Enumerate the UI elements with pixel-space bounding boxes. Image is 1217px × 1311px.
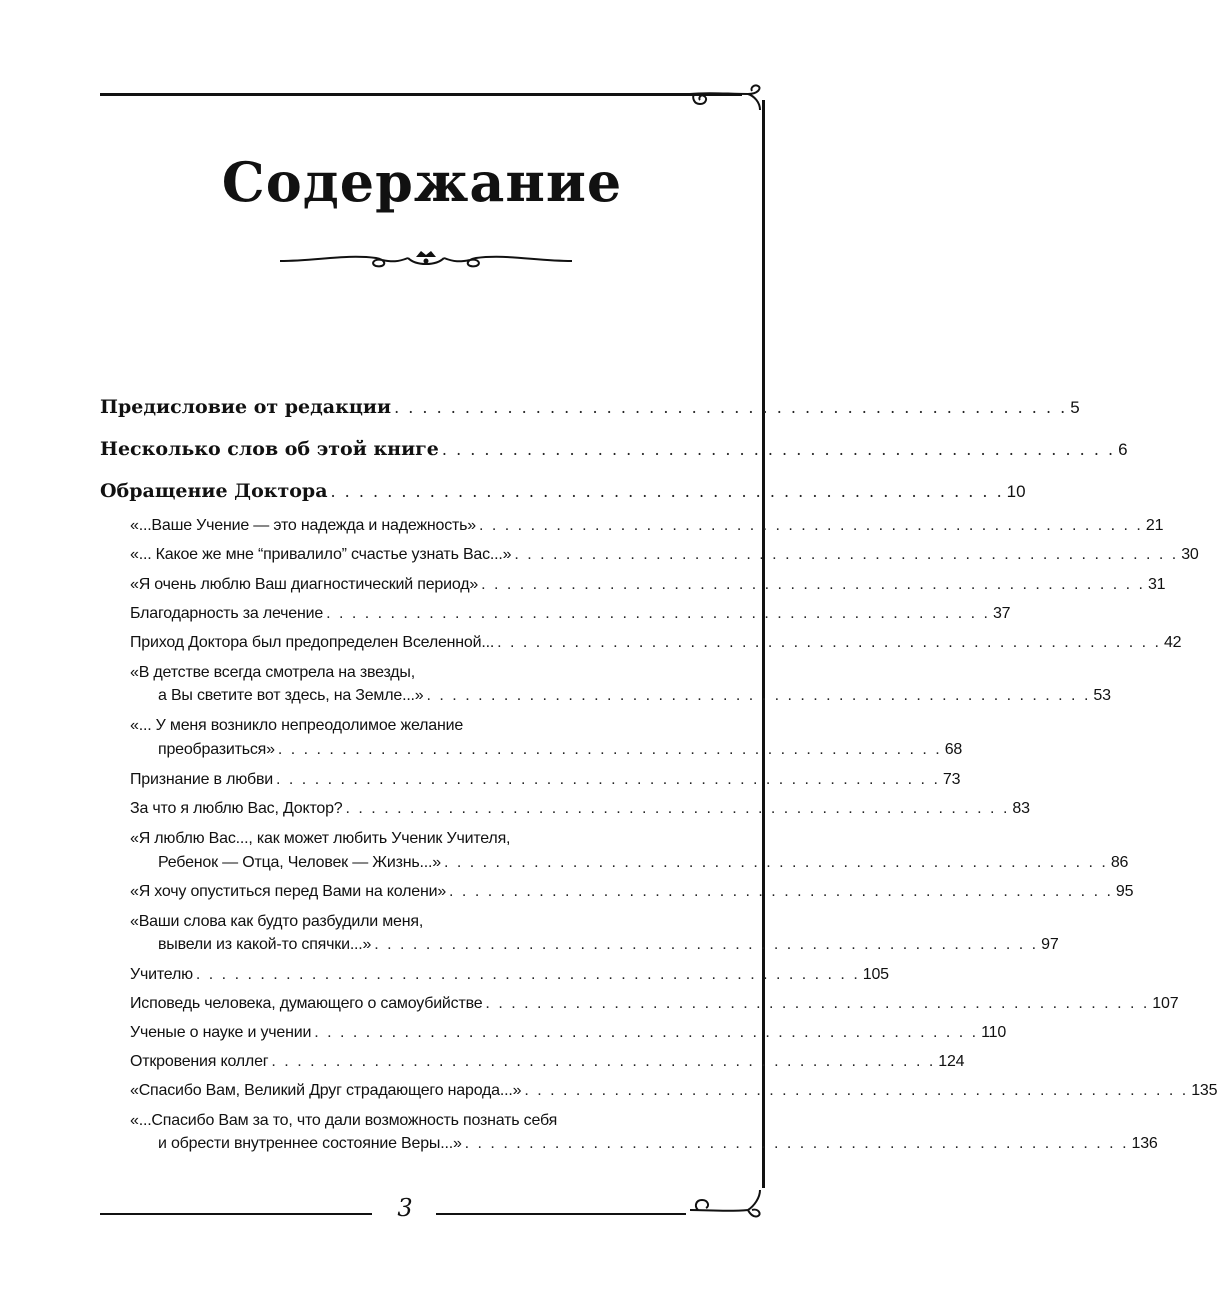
- toc-page-number: 21: [1145, 517, 1164, 534]
- toc-entry[interactable]: [158, 687, 1111, 705]
- toc-leader-dots: . . . . . . . . . . . . . . . . . . . . . . . . . . . . . . . . . . . . . . . . . . . . . . . . . . . .: [374, 936, 1039, 953]
- toc-page-number: 31: [1147, 576, 1166, 593]
- toc-page-number: 42: [1163, 634, 1182, 651]
- page-frame-top-line: [100, 93, 742, 96]
- toc-entry-label: Исповедь человека, думающего о самоубийстве: [130, 995, 483, 1012]
- toc-page-number: 83: [1012, 800, 1030, 817]
- toc-page-number: 97: [1041, 936, 1059, 953]
- toc-entry[interactable]: [130, 995, 1179, 1013]
- toc-page-number: 95: [1115, 883, 1134, 900]
- toc-entry-label: Ученые о науке и учении: [130, 1024, 312, 1041]
- toc-page-number: 37: [992, 605, 1011, 622]
- toc-entry[interactable]: [130, 605, 1011, 623]
- toc-leader-dots: . . . . . . . . . . . . . . . . . . . . . . . . . . . . . . . . . . . . . . . . . . . . . . . . . . . .: [326, 605, 990, 622]
- corner-flourish-bottom-icon: [688, 1188, 768, 1222]
- toc-page-number: 5: [1070, 398, 1080, 417]
- toc-entry[interactable]: [130, 1024, 1007, 1042]
- toc-entry-first-line: «Ваши слова как будто разбудили меня,: [130, 913, 424, 930]
- toc-entry[interactable]: [130, 634, 1182, 652]
- toc-entry[interactable]: [158, 1135, 1158, 1153]
- toc-entry-label: Откровения коллег: [130, 1053, 269, 1070]
- toc-page-number: 107: [1152, 995, 1179, 1012]
- toc-entry-first-line: «Я люблю Вас..., как может любить Ученик Учителя,: [130, 830, 511, 847]
- toc-page-number: 30: [1181, 546, 1199, 563]
- toc-entry[interactable]: [130, 771, 961, 789]
- toc-leader-dots: . . . . . . . . . . . . . . . . . . . . . . . . . . . . . . . . . . . . . . . . . . . . . . . . . . . .: [277, 741, 942, 758]
- toc-entry[interactable]: [158, 741, 963, 759]
- toc-leader-dots: . . . . . . . . . . . . . . . . . . . . . . . . . . . . . . . . . . . . . . . . . . . . . . . . . . . .: [485, 995, 1150, 1012]
- toc-entry[interactable]: [130, 517, 1164, 535]
- toc-page-number: 6: [1118, 440, 1128, 459]
- toc-leader-dots: . . . . . . . . . . . . . . . . . . . . . . . . . . . . . . . . . . . . . . . . . . . . . . . . . . . .: [481, 576, 1145, 593]
- toc-entry-label: Благодарность за лечение: [130, 605, 324, 622]
- toc-entry-first-line: «В детстве всегда смотрела на звезды,: [130, 664, 415, 681]
- page-title: Содержание: [221, 150, 623, 214]
- toc-entry-label: «Спасибо Вам, Великий Друг страдающего народа...»: [130, 1082, 522, 1099]
- toc-entry-major[interactable]: [100, 480, 1026, 502]
- toc-entry[interactable]: [130, 546, 1199, 564]
- toc-entry-label: Приход Доктора был предопределен Вселенной...: [130, 634, 495, 651]
- toc-entry-label: вывели из какой-то спячки...»: [158, 936, 372, 953]
- page-number: 3: [397, 1194, 413, 1222]
- toc-leader-dots: . . . . . . . . . . . . . . . . . . . . . . . . . . . . . . . . . . . . . . . . . . . . . . . . . . . .: [464, 1135, 1129, 1152]
- toc-entry[interactable]: [158, 854, 1129, 872]
- toc-leader-dots: . . . . . . . . . . . . . . . . . . . . . . . . . . . . . . . . . . . . . . . . . . . . . . . . . . . .: [479, 517, 1143, 534]
- toc-entry-label: Обращение Доктора: [100, 480, 328, 502]
- toc-entry[interactable]: [158, 936, 1059, 954]
- toc-entry-label: «Я очень люблю Ваш диагностический период»: [130, 576, 479, 593]
- toc-page-number: 136: [1131, 1135, 1158, 1152]
- toc-leader-dots: . . . . . . . . . . . . . . . . . . . . . . . . . . . . . . . . . . . . . . . . . . . . . . . . . . . .: [271, 1053, 936, 1070]
- toc-entry-major[interactable]: [100, 396, 1080, 418]
- toc-page-number: 86: [1110, 854, 1129, 871]
- toc-entry-first-line: «...Спасибо Вам за то, что дали возможность познать себя: [130, 1112, 558, 1129]
- toc-entry-label: преобразиться»: [158, 741, 275, 758]
- toc-leader-dots: . . . . . . . . . . . . . . . . . . . . . . . . . . . . . . . . . . . . . . . . . . . . . . . . . . . .: [314, 1024, 979, 1041]
- toc-entry[interactable]: [130, 576, 1166, 594]
- toc-entry[interactable]: [130, 1082, 1217, 1100]
- toc-leader-dots: . . . . . . . . . . . . . . . . . . . . . . . . . . . . . . . . . . . . . . . . . . . . . . . . . . . .: [195, 966, 860, 983]
- toc-leader-dots: . . . . . . . . . . . . . . . . . . . . . . . . . . . . . . . . . . . . . . . . . . . . . . . .: [441, 440, 1116, 459]
- toc-entry-label: За что я люблю Вас, Доктор?: [130, 800, 343, 817]
- toc-entry[interactable]: [130, 800, 1030, 818]
- toc-entry-label: Несколько слов об этой книге: [100, 438, 439, 460]
- toc-entry[interactable]: [130, 1053, 965, 1071]
- toc-leader-dots: . . . . . . . . . . . . . . . . . . . . . . . . . . . . . . . . . . . . . . . . . . . . . . . .: [330, 482, 1004, 501]
- toc-entry[interactable]: [130, 966, 889, 984]
- toc-leader-dots: . . . . . . . . . . . . . . . . . . . . . . . . . . . . . . . . . . . . . . . . . . . . . . . . . . . .: [514, 546, 1179, 563]
- corner-flourish-top-icon: [688, 82, 768, 116]
- toc-page-number: 110: [981, 1024, 1007, 1041]
- toc-entry-label: «Я хочу опуститься перед Вами на колени»: [130, 883, 447, 900]
- toc-entry-label: «... Какое же мне “привалило” счастье узнать Вас...»: [130, 546, 512, 563]
- toc-leader-dots: . . . . . . . . . . . . . . . . . . . . . . . . . . . . . . . . . . . . . . . . . . . . . . . .: [394, 398, 1068, 417]
- toc-entry-label: Ребенок — Отца, Человек — Жизнь...»: [158, 854, 441, 871]
- toc-leader-dots: . . . . . . . . . . . . . . . . . . . . . . . . . . . . . . . . . . . . . . . . . . . . . . . . . . . .: [449, 883, 1113, 900]
- toc-page-number: 73: [942, 771, 961, 788]
- toc-leader-dots: . . . . . . . . . . . . . . . . . . . . . . . . . . . . . . . . . . . . . . . . . . . . . . . . . . . .: [426, 687, 1091, 704]
- toc-entry-label: «...Ваше Учение — это надежда и надежность»: [130, 517, 476, 534]
- footer-rule-left: [100, 1213, 372, 1215]
- toc-page-number: 135: [1191, 1082, 1217, 1099]
- toc-entry-label: и обрести внутреннее состояние Веры...»: [158, 1135, 462, 1152]
- title-ornament-icon: [276, 244, 576, 274]
- toc-page-number: 68: [944, 741, 963, 758]
- toc-entry-label: а Вы светите вот здесь, на Земле...»: [158, 687, 424, 704]
- toc-page-number: 105: [862, 966, 889, 983]
- toc-leader-dots: . . . . . . . . . . . . . . . . . . . . . . . . . . . . . . . . . . . . . . . . . . . . . . . . . . . .: [345, 800, 1010, 817]
- toc-entry-label: Предисловие от редакции: [100, 396, 392, 418]
- toc-entry-label: Учителю: [130, 966, 193, 983]
- footer-rule-right: [436, 1213, 686, 1215]
- toc-page-number: 53: [1093, 687, 1111, 704]
- toc-leader-dots: . . . . . . . . . . . . . . . . . . . . . . . . . . . . . . . . . . . . . . . . . . . . . . . . . . . .: [276, 771, 940, 788]
- toc-entry-first-line: «... У меня возникло непреодолимое желание: [130, 717, 464, 734]
- toc-entry[interactable]: [130, 883, 1134, 901]
- toc-page-number: 124: [938, 1053, 965, 1070]
- toc-entry-label: Признание в любви: [130, 771, 274, 788]
- toc-leader-dots: . . . . . . . . . . . . . . . . . . . . . . . . . . . . . . . . . . . . . . . . . . . . . . . . . . . .: [443, 854, 1108, 871]
- toc-page-number: 10: [1006, 482, 1026, 501]
- toc-leader-dots: . . . . . . . . . . . . . . . . . . . . . . . . . . . . . . . . . . . . . . . . . . . . . . . . . . . .: [497, 634, 1161, 651]
- toc-leader-dots: . . . . . . . . . . . . . . . . . . . . . . . . . . . . . . . . . . . . . . . . . . . . . . . . . . . .: [524, 1082, 1189, 1099]
- toc-entry-major[interactable]: [100, 438, 1128, 460]
